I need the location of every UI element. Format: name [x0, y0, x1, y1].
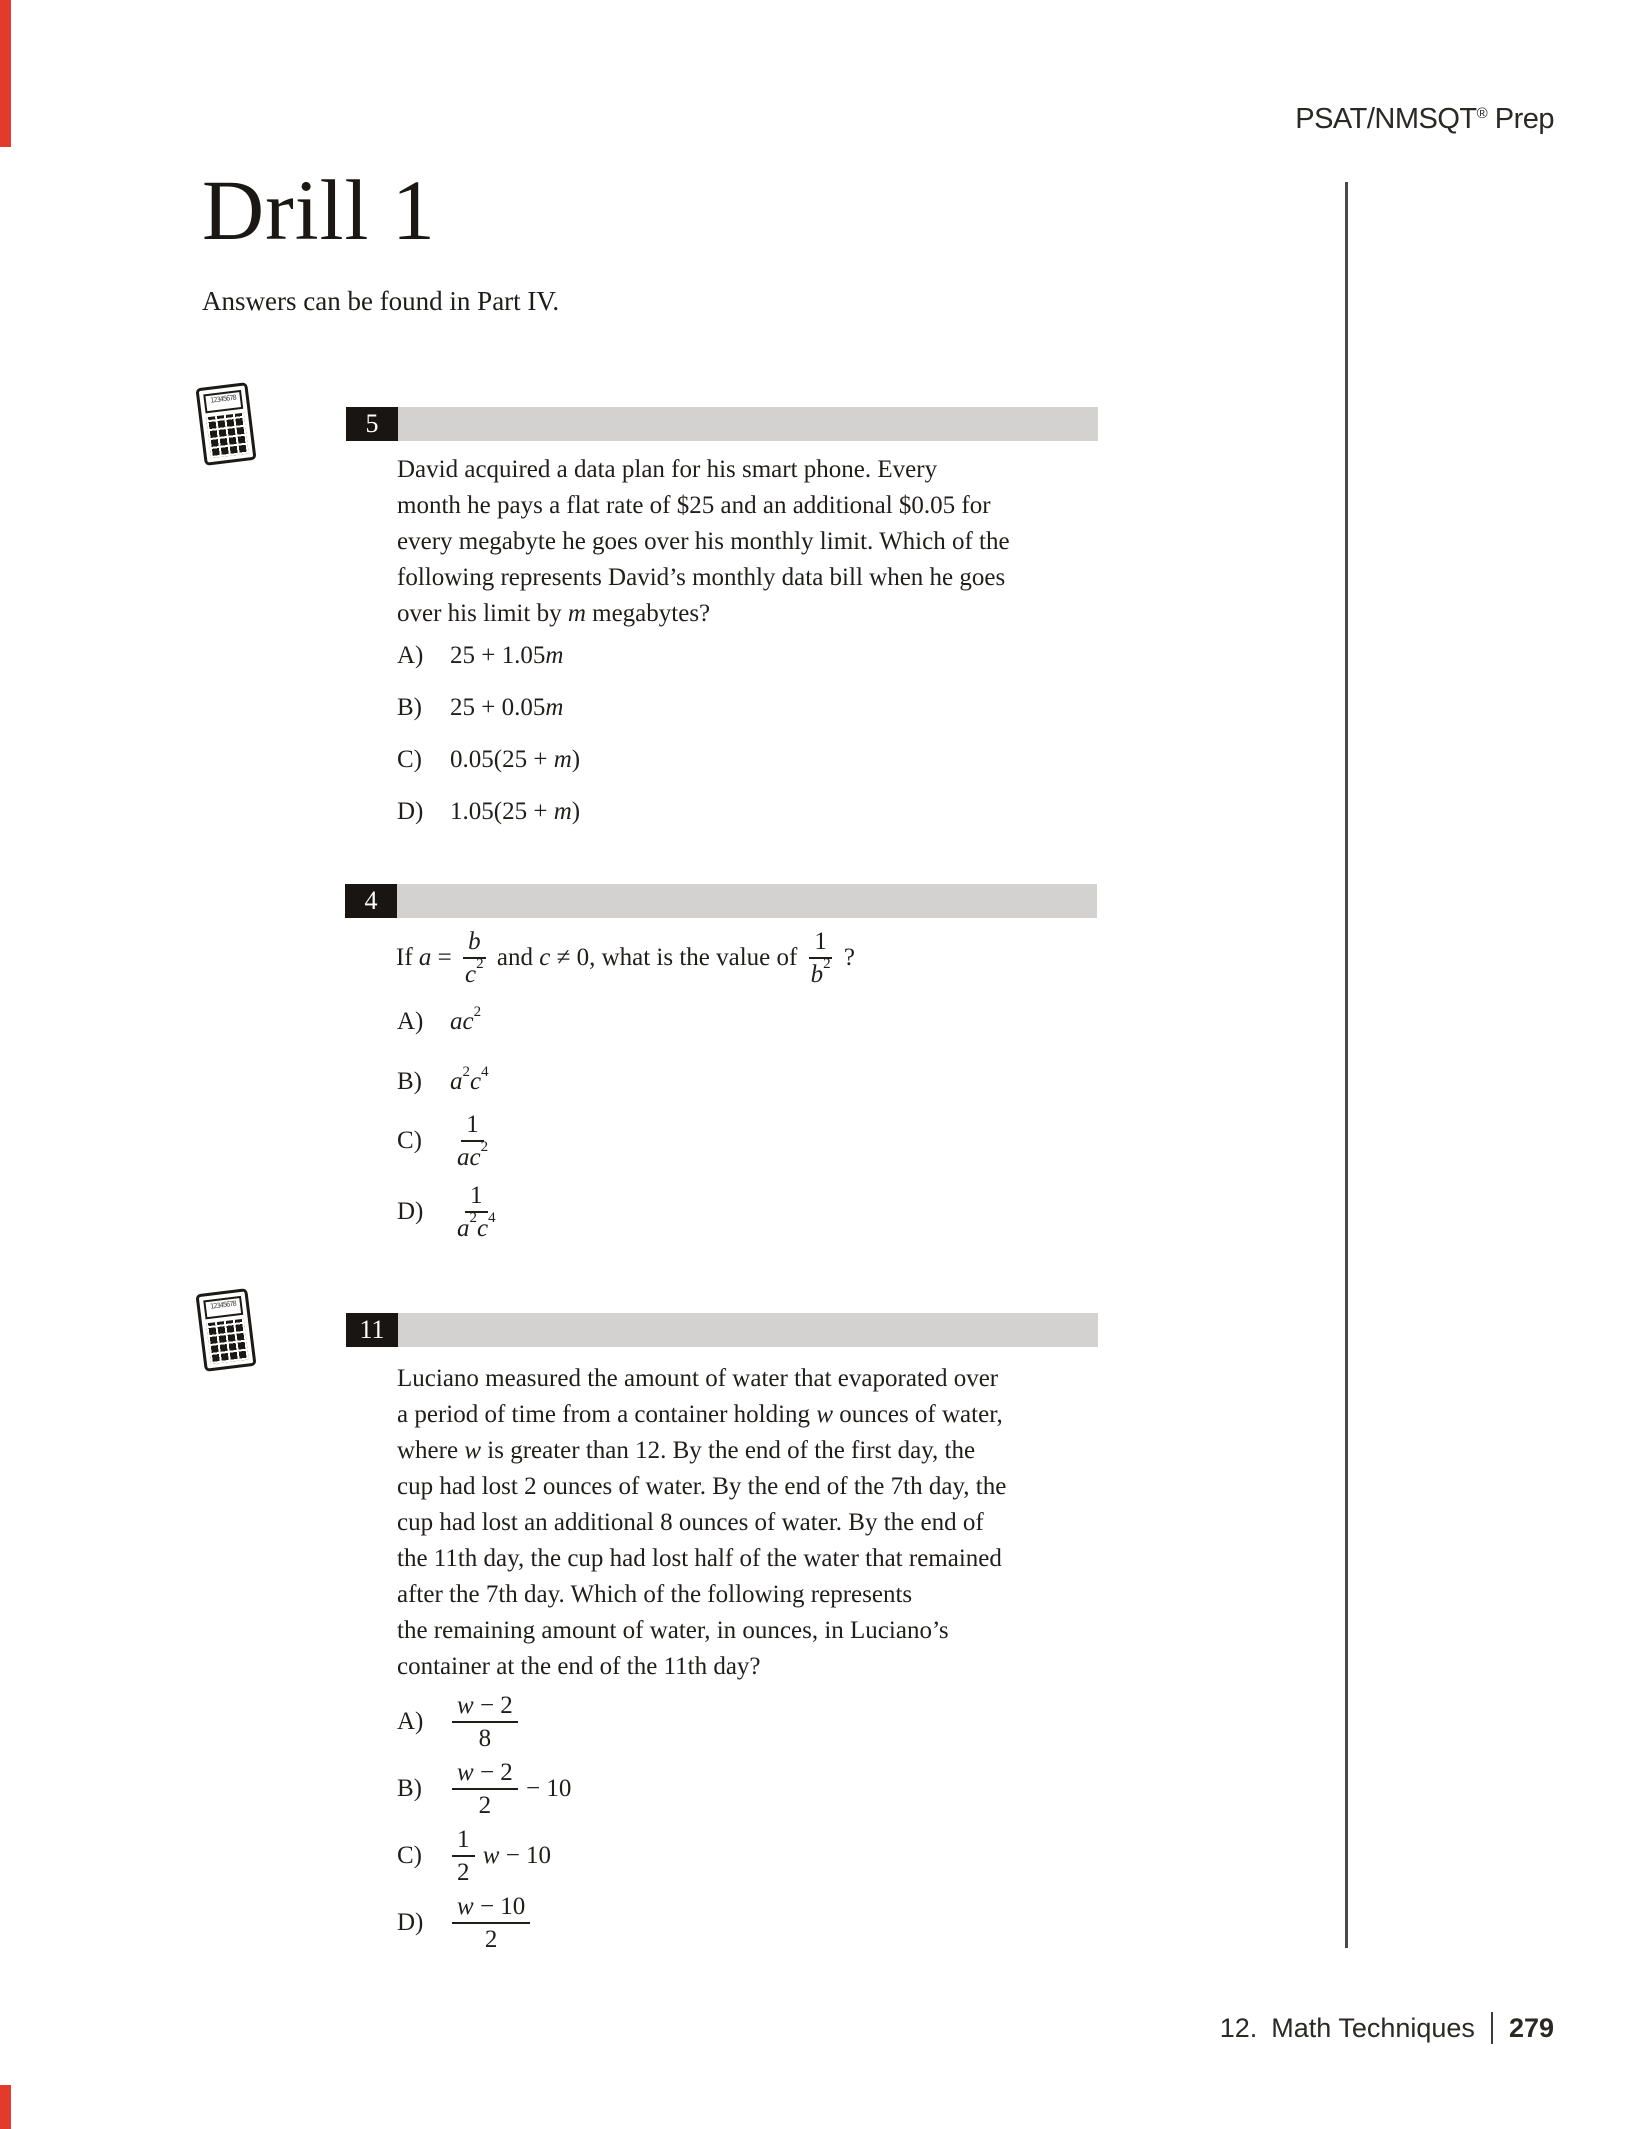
calculator-screen: 12345678: [203, 390, 243, 413]
choice-formula: [450, 1111, 495, 1171]
question-header-gray-bar: [397, 884, 1097, 918]
choice-formula: [450, 1893, 532, 1953]
question-header-gray-bar: [398, 407, 1098, 441]
question-number-box: [345, 884, 397, 918]
running-header-brand: PSAT/NMSQT: [1295, 103, 1477, 135]
answer-choice: [397, 745, 580, 775]
question-text-line: cup had lost 2 ounces of water. By the end of the 7th day, the: [397, 1473, 1007, 1500]
choice-formula: 0.05(25 + m ): [450, 746, 581, 773]
page-title: Drill 1: [202, 162, 436, 258]
answer-choice: [397, 1692, 571, 1752]
choice-formula: 1.05(25 + m ): [450, 798, 581, 825]
choice-label: B): [397, 1068, 422, 1095]
question-header-bar: [345, 884, 1097, 918]
question-text-line: month he pays a flat rate of $25 and an additional $0.05 for: [397, 492, 991, 519]
running-header-suffix: Prep: [1487, 103, 1554, 135]
choice-formula: $\frac{1}{2}$ w − 10: [450, 1826, 551, 1886]
answer-choices: [397, 641, 580, 849]
page-edge-mark-bottom: [0, 2085, 11, 2129]
fraction: b c 2: [465, 928, 484, 988]
fraction: 1 ac 2: [457, 1111, 489, 1171]
question-number-box: [346, 407, 398, 441]
choice-label: C): [397, 1842, 422, 1869]
footer-divider: [1491, 2012, 1493, 2044]
footer-chapter-number: 12.: [1219, 2012, 1258, 2043]
question-header-gray-bar: [398, 1313, 1098, 1347]
question-header-bar: [346, 1313, 1098, 1347]
answer-choice: [397, 797, 580, 827]
footer-section-title: Math Techniques: [1271, 2012, 1475, 2043]
question-header-bar: [346, 407, 1098, 441]
question-text-line: container at the end of the 11th day?: [397, 1653, 761, 1680]
answer-choice: [397, 1826, 571, 1886]
answer-choice: [397, 1064, 503, 1097]
fraction: $\frac{1}{2}$: [452, 1826, 475, 1886]
answer-choice: [397, 1759, 571, 1819]
answer-choice: [397, 693, 580, 723]
answer-choice: [397, 641, 580, 671]
question-4: [0, 884, 1640, 1284]
choice-formula: ac 2: [450, 1004, 482, 1035]
choice-formula: a 2 c 4: [450, 1064, 489, 1095]
question-text-line: cup had lost an additional 8 ounces of water. By the end of: [397, 1509, 984, 1536]
calculator-screen: 12345678: [203, 1296, 243, 1319]
question-number: 4: [364, 886, 378, 915]
calculator-icon: [195, 382, 256, 466]
question-text-line: a period of time from a container holding w ounces of water,: [397, 1401, 1003, 1428]
answer-choice: [397, 1182, 503, 1242]
running-header: [1295, 103, 1554, 136]
choice-formula: 25 + 1.05 m: [450, 642, 564, 669]
calculator-keypad: [206, 1319, 249, 1364]
answer-choices: [397, 1692, 571, 1960]
choice-formula: w − 2 2 − 10: [450, 1759, 571, 1819]
choice-formula: [450, 1692, 520, 1752]
question-text: [397, 1361, 1006, 1685]
choice-label: D): [397, 798, 424, 825]
question-text-line: following represents David’s monthly data bill when he goes: [397, 564, 1006, 591]
fraction: 1 a 2 c 4: [457, 1182, 496, 1242]
fraction: w − 2 2: [452, 1759, 518, 1819]
choice-label: D): [397, 1198, 424, 1225]
question-text-line: over his limit by m megabytes?: [397, 600, 711, 627]
choice-formula: [450, 1182, 503, 1242]
footer-page-number: 279: [1508, 2012, 1554, 2043]
question-text: [397, 452, 1010, 632]
choice-label: D): [397, 1909, 424, 1936]
question-text-line: after the 7th day. Which of the following represents: [397, 1581, 913, 1608]
question-text-line: David acquired a data plan for his smart phone. Every: [397, 456, 938, 483]
question-text-line: the remaining amount of water, in ounces, in Luciano’s: [397, 1617, 949, 1644]
footer: [1220, 2012, 1554, 2044]
page-edge-mark-top: [0, 0, 11, 147]
question-equation: If a = b c 2 and c ≠ 0, what is the value of 1 b 2 ?: [396, 928, 855, 988]
page-subtitle: Answers can be found in Part IV.: [202, 286, 560, 316]
question-text-line: where w is greater than 12. By the end of the first day, the: [397, 1437, 976, 1464]
question-11: [0, 1291, 1640, 1981]
fraction: w − 10 2: [452, 1893, 530, 1953]
question-number: 11: [359, 1315, 385, 1344]
answer-choice: [397, 1004, 503, 1037]
choice-label: C): [397, 1127, 422, 1154]
calculator-icon: [195, 1288, 256, 1372]
question-text-line: the 11th day, the cup had lost half of the water that remained: [397, 1545, 1002, 1572]
fraction: w − 2 8: [452, 1692, 518, 1752]
choice-label: A): [397, 642, 424, 669]
choice-label: A): [397, 1708, 424, 1735]
choice-label: B): [397, 1775, 422, 1802]
choice-label: A): [397, 1008, 424, 1035]
question-number-box: [346, 1313, 398, 1347]
question-5: [0, 385, 1640, 865]
registered-trademark-mark: ®: [1476, 105, 1488, 122]
choice-label: C): [397, 746, 422, 773]
answer-choice: [397, 1111, 503, 1171]
question-text-line: every megabyte he goes over his monthly limit. Which of the: [397, 528, 1010, 555]
fraction: 1 b 2: [810, 928, 831, 988]
question-number: 5: [365, 409, 379, 438]
answer-choice: [397, 1893, 571, 1953]
answer-choices: [397, 1004, 503, 1242]
choice-formula: 25 + 0.05 m: [450, 694, 564, 721]
question-text-line: Luciano measured the amount of water that evaporated over: [397, 1365, 999, 1392]
choice-label: B): [397, 694, 422, 721]
calculator-keypad: [206, 413, 249, 458]
